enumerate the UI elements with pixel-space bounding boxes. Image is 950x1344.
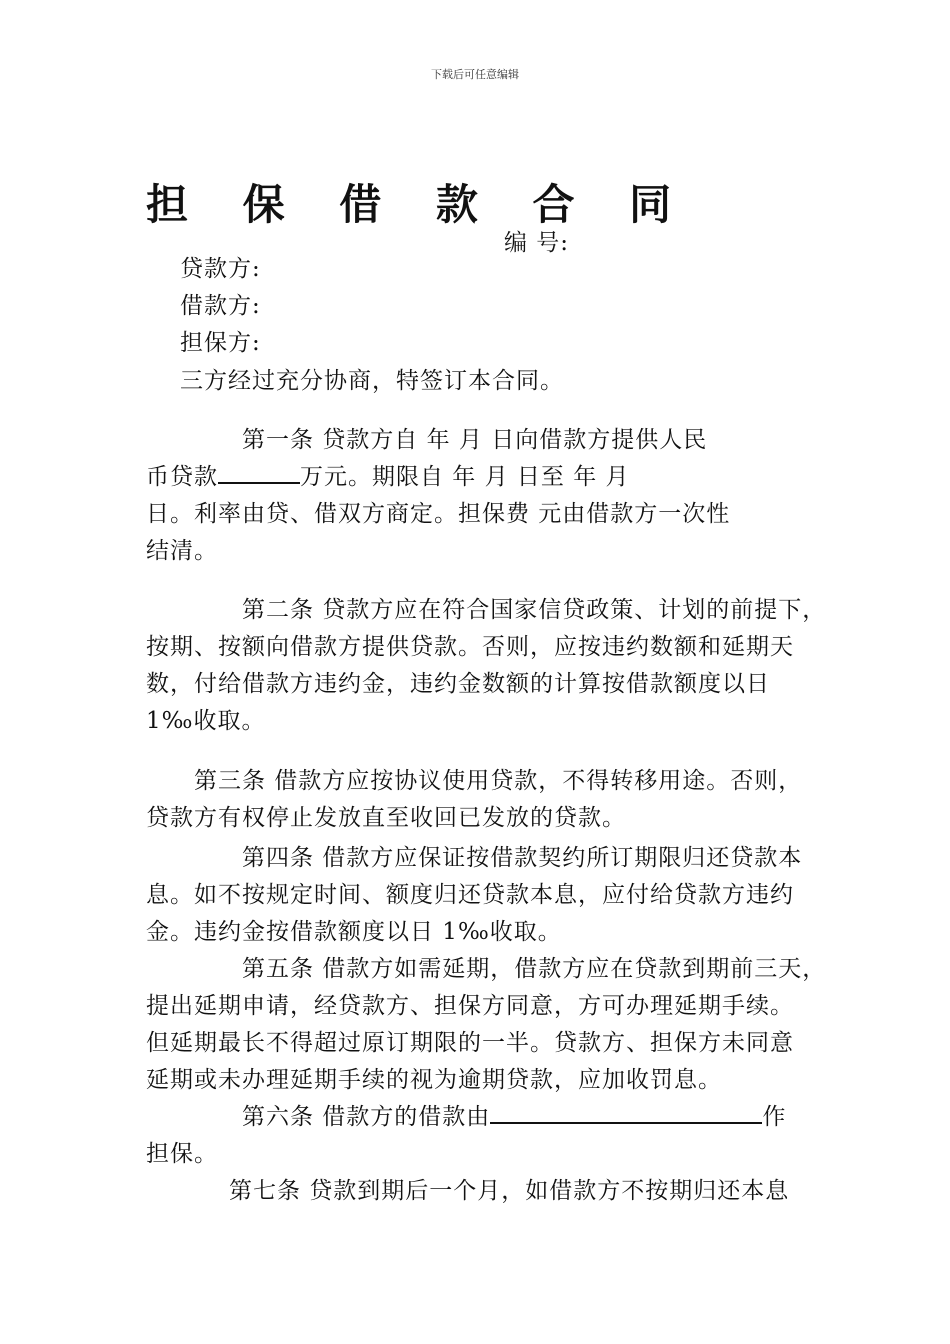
contract-number-label: 编 号: — [504, 230, 570, 256]
article-3-line-1: 第三条 借款方应按协议使用贷款，不得转移用途。否则， — [194, 768, 803, 794]
document-title: 担 保 借 款 合 同 — [146, 180, 692, 229]
loan-amount-blank — [218, 460, 300, 484]
article-7-line-1: 第七条 贷款到期后一个月，如借款方不按期归还本息 — [229, 1178, 790, 1204]
preamble: 三方经过充分协商，特签订本合同。 — [180, 368, 564, 394]
article-1-line-2 — [146, 458, 630, 491]
article-6-line-2: 担保。 — [146, 1141, 218, 1167]
article-6-suffix: 作 — [762, 1104, 787, 1130]
article-2-line-3: 数，付给借款方违约金，违约金数额的计算按借款额度以日 — [146, 671, 770, 697]
article-5-line-1: 第五条 借款方如需延期，借款方应在贷款到期前三天， — [242, 956, 827, 982]
article-1-period-text: 万元。期限自 年 月 日至 年 月 — [300, 464, 630, 490]
lender-label: 贷款方: — [180, 256, 261, 282]
article-6-line-1 — [242, 1098, 786, 1131]
guarantor-blank — [490, 1100, 762, 1124]
article-2-line-2: 按期、按额向借款方提供贷款。否则，应按违约数额和延期天 — [146, 634, 794, 660]
article-1-loan-label: 币贷款 — [146, 464, 218, 490]
article-1-line-4: 结清。 — [146, 538, 218, 564]
article-5-line-2: 提出延期申请，经贷款方、担保方同意，方可办理延期手续。 — [146, 993, 794, 1019]
article-5-line-3: 但延期最长不得超过原订期限的一半。贷款方、担保方未同意 — [146, 1030, 794, 1056]
article-5-line-4: 延期或未办理延期手续的视为逾期贷款，应加收罚息。 — [146, 1067, 722, 1093]
article-6-text: 第六条 借款方的借款由 — [242, 1104, 491, 1130]
header-note: 下载后可任意编辑 — [431, 68, 519, 81]
article-3-line-2: 贷款方有权停止发放直至收回已发放的贷款。 — [146, 805, 626, 831]
borrower-label: 借款方: — [180, 293, 261, 319]
article-4-line-1: 第四条 借款方应保证按借款契约所订期限归还贷款本 — [242, 845, 803, 871]
article-1-line-1: 第一条 贷款方自 年 月 日向借款方提供人民 — [242, 427, 708, 453]
article-1-line-3: 日。利率由贷、借双方商定。担保费 元由借款方一次性 — [146, 501, 731, 527]
article-4-line-2: 息。如不按规定时间、额度归还贷款本息，应付给贷款方违约 — [146, 882, 794, 908]
article-2-line-4: 1‰收取。 — [146, 708, 266, 734]
article-4-line-3: 金。违约金按借款额度以日 1‰收取。 — [146, 919, 562, 945]
guarantor-label: 担保方: — [180, 330, 261, 356]
article-2-line-1: 第二条 贷款方应在符合国家信贷政策、计划的前提下， — [242, 597, 827, 623]
